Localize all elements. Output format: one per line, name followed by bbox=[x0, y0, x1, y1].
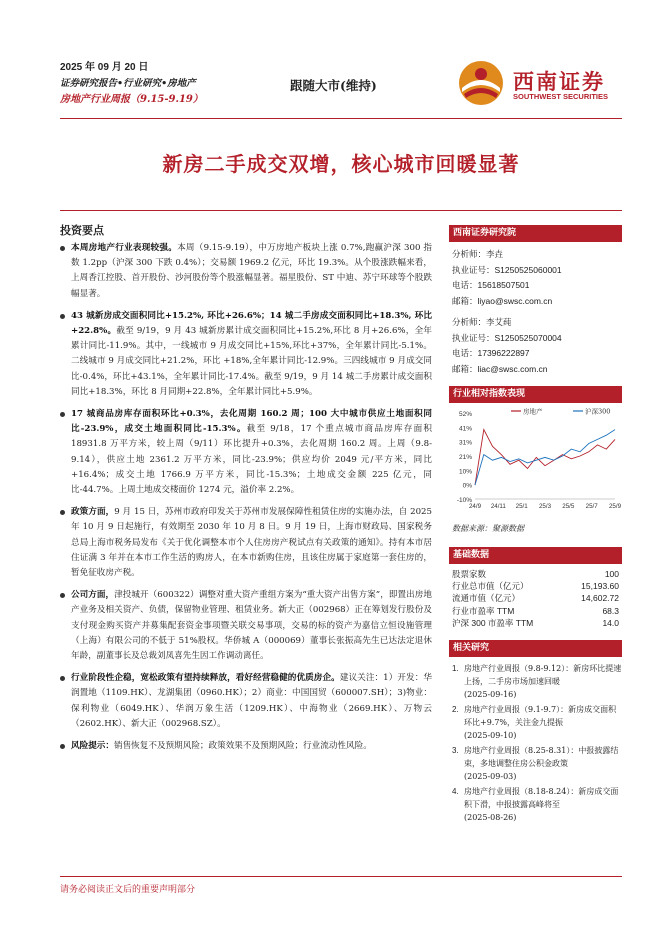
y-tick-label: -10% bbox=[456, 497, 472, 504]
analyst-name: 分析师：李垚 bbox=[452, 249, 504, 259]
bullet-point bbox=[60, 588, 432, 664]
related-date: (2025-09-10) bbox=[464, 731, 517, 741]
x-tick-label: 24/11 bbox=[490, 503, 506, 510]
analyst-phone: 电话：15618507501 bbox=[452, 280, 530, 290]
footer-disclaimer: 请务必阅读正文后的重要声明部分 bbox=[60, 885, 196, 895]
related-list bbox=[449, 662, 622, 824]
bullet-lead: 行业阶段性企稳，宽松政策有望持续释放，看好经营稳健的优质房企。 bbox=[71, 673, 340, 684]
analyst-block bbox=[449, 242, 622, 309]
analyst-license: 执业证号：S1250525070004 bbox=[452, 332, 562, 343]
key-value: 100 bbox=[604, 569, 619, 579]
bullet-text: 9 月 15 日，苏州市政府印发关于苏州市发展保障性租赁住房的实施办法，自 2025 年 10 月 9 日起施行，有效期至 2030 年 10 月 8 日。9 月 19 日，上海市财政局、国家税务总局上海市税务局发布《关于优化调整本市个人住房房产税试点有关政策的通知》。持有本市居住证满 3 年并在本市工作生活的购房人，在本市新购住房，且该住房属于家庭第一套住房的，暂免征收房产税。 bbox=[71, 507, 432, 579]
key-value: 68.3 bbox=[602, 605, 619, 616]
bullet-dot-icon bbox=[60, 246, 65, 251]
institute-title: 西南证券研究院 bbox=[449, 225, 622, 242]
report-date: 2025 年 09 月 20 日 bbox=[60, 62, 149, 73]
bullet-lead: 17 城商品房库存面积环比+0.3%，去化周期 160.2 周；100 大中城市供应土地面积同比-23.9%，成交土地面积同比-15.3%。 bbox=[71, 409, 432, 435]
investment-points bbox=[60, 241, 432, 761]
key-label: 行业总市值（亿元） bbox=[452, 581, 529, 592]
rating: 跟随大市(维持) bbox=[290, 78, 377, 93]
related-date: (2025-09-03) bbox=[464, 772, 517, 782]
logo-emblem-icon bbox=[456, 58, 506, 108]
bullet-point bbox=[60, 241, 432, 302]
x-tick-label: 25/7 bbox=[585, 503, 598, 510]
report-series: 房地产行业周报（9.15-9.19） bbox=[60, 94, 203, 105]
report-title: 新房二手成交双增，核心城市回暖显著 bbox=[162, 152, 520, 176]
chart-title: 行业相对指数表现 bbox=[449, 386, 622, 403]
title-divider bbox=[60, 210, 622, 211]
bullet-dot-icon bbox=[60, 314, 65, 319]
bullet-point bbox=[60, 739, 432, 754]
x-tick-label: 25/5 bbox=[562, 503, 575, 510]
y-tick-label: 31% bbox=[458, 439, 472, 447]
bullet-dot-icon bbox=[60, 412, 65, 417]
header-divider bbox=[60, 118, 622, 119]
related-text: 房地产行业周报（9.1-9.7）：新房成交面积环比+9.7%，关注金九提振 bbox=[464, 705, 617, 728]
table-row bbox=[449, 617, 622, 629]
bullet-text: 建议关注：1）开发：华润置地（1109.HK）、龙湖集团（0960.HK）；2）商业：中国国贸（600007.SH）；3)物业：保利物业（6049.HK）、华润万象生活（1209.HK）、中海物业（2669.HK）、万物云（2602.HK）、新大正（002968.SZ）。 bbox=[71, 673, 432, 729]
report-header bbox=[60, 60, 203, 108]
bullet-dot-icon bbox=[60, 593, 65, 598]
x-tick-label: 25/9 bbox=[608, 503, 622, 510]
key-value: 14.0 bbox=[602, 617, 619, 628]
series-line-1 bbox=[475, 430, 615, 486]
bullet-lead: 政策方面， bbox=[71, 507, 115, 518]
y-tick-label: 41% bbox=[458, 425, 472, 433]
section-heading: 投资要点 bbox=[60, 224, 104, 237]
bullet-text: 截至 9/19，9 月 43 城新房累计成交面积同比+15.2%,环比 8 月+26.6%，全年累计同比-11.9%。其中，一线城市 9 月成交同比+15%,环比+37%，全年累计同比-5.1%。二线城市 9 月成交同比+21.2%，环比 +18%,全年累计同比-12.9%。三四线城市 9 月成交同比-0.4%，环比+43.1%，全年累计同比-17.4%。截至 9/19，9 月 14 城二手房累计成交面积同比+18.3%，环比 8 月同期+22.8%，全年累计同比+5.9%。 bbox=[71, 326, 432, 397]
bullet-text: 销售恢复不及预期风险；政策效果不及预期风险；行业流动性风险。 bbox=[113, 741, 372, 752]
analyst-name: 分析师：李艾莼 bbox=[452, 317, 512, 327]
bullet-point bbox=[60, 505, 432, 581]
related-item[interactable]: 2. 房地产行业周报（9.1-9.7）：新房成交面积环比+9.7%，关注金九提振 (2025-09-10) bbox=[452, 705, 617, 741]
relative-index-svg bbox=[449, 403, 622, 521]
key-data-table bbox=[449, 568, 622, 629]
related-item[interactable]: 3. 房地产行业周报（8.25-8.31）：中报披露结束，多地调整住房公积金政策 (2025-09-03) bbox=[452, 746, 619, 782]
related-text: 房地产行业周报（9.8-9.12）：新房环比提速上扬，二手房市场加速回暖 bbox=[464, 664, 622, 687]
bullet-text: 截至 9/18，17 个重点城市商品房库存面积 18931.8 万平方米，较上周（9/11）环比提升+0.3%，去化周期 160.2 周。上周（9.8-9.14），供应土地 2361.2 万平方米，同比-23.9%；供应均价 2049 元/平方米，同比+16.4%；成交土地 1766.9 万平方米，同比-15.3%；土地成交金额 225 亿元，同比-44.7%。上周土地成交楼面价 1274 元，溢价率 2.2%。 bbox=[71, 424, 433, 496]
y-tick-label: 10% bbox=[458, 468, 472, 476]
key-value: 15,193.60 bbox=[581, 581, 619, 592]
bullet-point bbox=[60, 407, 432, 498]
y-tick-label: 21% bbox=[458, 454, 472, 461]
analyst-email[interactable]: 邮箱：liac@swsc.com.cn bbox=[452, 363, 548, 374]
x-tick-label: 25/1 bbox=[515, 503, 528, 510]
bullet-lead: 公司方面， bbox=[71, 590, 115, 601]
key-data-title: 基础数据 bbox=[449, 547, 622, 564]
x-tick-label: 25/3 bbox=[538, 503, 552, 510]
related-text: 房地产行业周报（8.18-8.24）：新房成交面积下滑，中报披露高峰将至 bbox=[464, 787, 619, 810]
y-tick-label: 52% bbox=[458, 411, 472, 418]
legend-label: 房地产 bbox=[523, 407, 543, 416]
analyst-block bbox=[449, 309, 622, 377]
relative-index-chart bbox=[449, 403, 622, 521]
bullet-lead: 43 城新房成交面积同比+15.2%, 环比+26.6%；14 城二手房成交面积同比+18.3%, 环比+22.8%。 bbox=[71, 310, 432, 337]
table-row bbox=[449, 568, 622, 580]
table-row bbox=[449, 605, 622, 617]
footer-divider bbox=[60, 876, 622, 877]
key-label: 沪深 300 市盈率 TTM bbox=[452, 617, 534, 628]
bullet-point bbox=[60, 309, 432, 400]
analyst-email[interactable]: 邮箱：liyao@swsc.com.cn bbox=[452, 295, 553, 306]
bullet-lead: 本周房地产行业表现较强。 bbox=[71, 243, 178, 253]
report-category: 证券研究报告•行业研究•房地产 bbox=[60, 78, 196, 89]
x-tick-label: 24/9 bbox=[468, 503, 482, 510]
table-row bbox=[449, 580, 622, 592]
bullet-text: 津投城开（600322）调整对重大资产重组方案为“重大资产出售方案”，即置出房地产业务及相关资产、负债，保留物业管理、租赁业务。新大正（002968）正在筹划发行股份及支付现金购买资产并募集配套资金事项暨关联交易事项，交易的标的资产为嘉信立恒设施管理（上海）有限公司的不低于 51%股权。华侨城 A（000069）董事长张振高先生已达法定退休年龄，副董事长及总裁刘凤喜先生因工作调动离任。 bbox=[71, 590, 432, 662]
analyst-license: 执业证号：S1250525060001 bbox=[452, 264, 562, 275]
y-tick-label: 0% bbox=[462, 482, 472, 490]
related-date: (2025-08-26) bbox=[464, 813, 517, 823]
key-label: 股票家数 bbox=[452, 569, 487, 579]
related-item[interactable]: 1. 房地产行业周报（9.8-9.12）：新房环比提速上扬，二手房市场加速回暖 (2025-09-16) bbox=[452, 664, 622, 700]
table-row bbox=[449, 592, 622, 604]
legend-label: 沪深300 bbox=[585, 407, 611, 416]
key-value: 14,602.72 bbox=[581, 593, 619, 604]
bullet-point bbox=[60, 671, 432, 732]
bullet-dot-icon bbox=[60, 510, 65, 515]
logo-text-en: SOUTHWEST SECURITIES bbox=[513, 92, 609, 101]
related-text: 房地产行业周报（8.25-8.31）：中报披露结束，多地调整住房公积金政策 bbox=[464, 746, 619, 769]
key-label: 行业市盈率 TTM bbox=[452, 605, 515, 616]
related-date: (2025-09-16) bbox=[464, 690, 517, 700]
bullet-text: 本周（9.15-9.19），中万房地产板块上涨 0.7%,跑赢沪深 300 指数 1.2pp（沪深 300 下跌 0.4%）；交易额 1969.2 亿元，环比 19.3%。从个股涨跌幅来看，上周香江控股、首开股份、沙河股份等个股涨幅显著。福星股份、ST 中迪、苏宁环球等个股跌幅显著。 bbox=[71, 243, 432, 299]
company-logo bbox=[456, 58, 616, 108]
bullet-dot-icon bbox=[60, 744, 65, 749]
analyst-phone: 电话：17396222897 bbox=[452, 348, 530, 358]
bullet-dot-icon bbox=[60, 676, 65, 681]
related-title: 相关研究 bbox=[449, 640, 622, 657]
bullet-lead: 风险提示： bbox=[71, 741, 114, 752]
key-label: 流通市值（亿元） bbox=[452, 593, 521, 604]
chart-source: 数据来源：聚源数据 bbox=[452, 524, 524, 533]
sidebar bbox=[449, 225, 622, 826]
related-item[interactable]: 4. 房地产行业周报（8.18-8.24）：新房成交面积下滑，中报披露高峰将至 (2025-08-26) bbox=[452, 787, 619, 823]
logo-text-cn: 西南证券 bbox=[513, 69, 605, 94]
